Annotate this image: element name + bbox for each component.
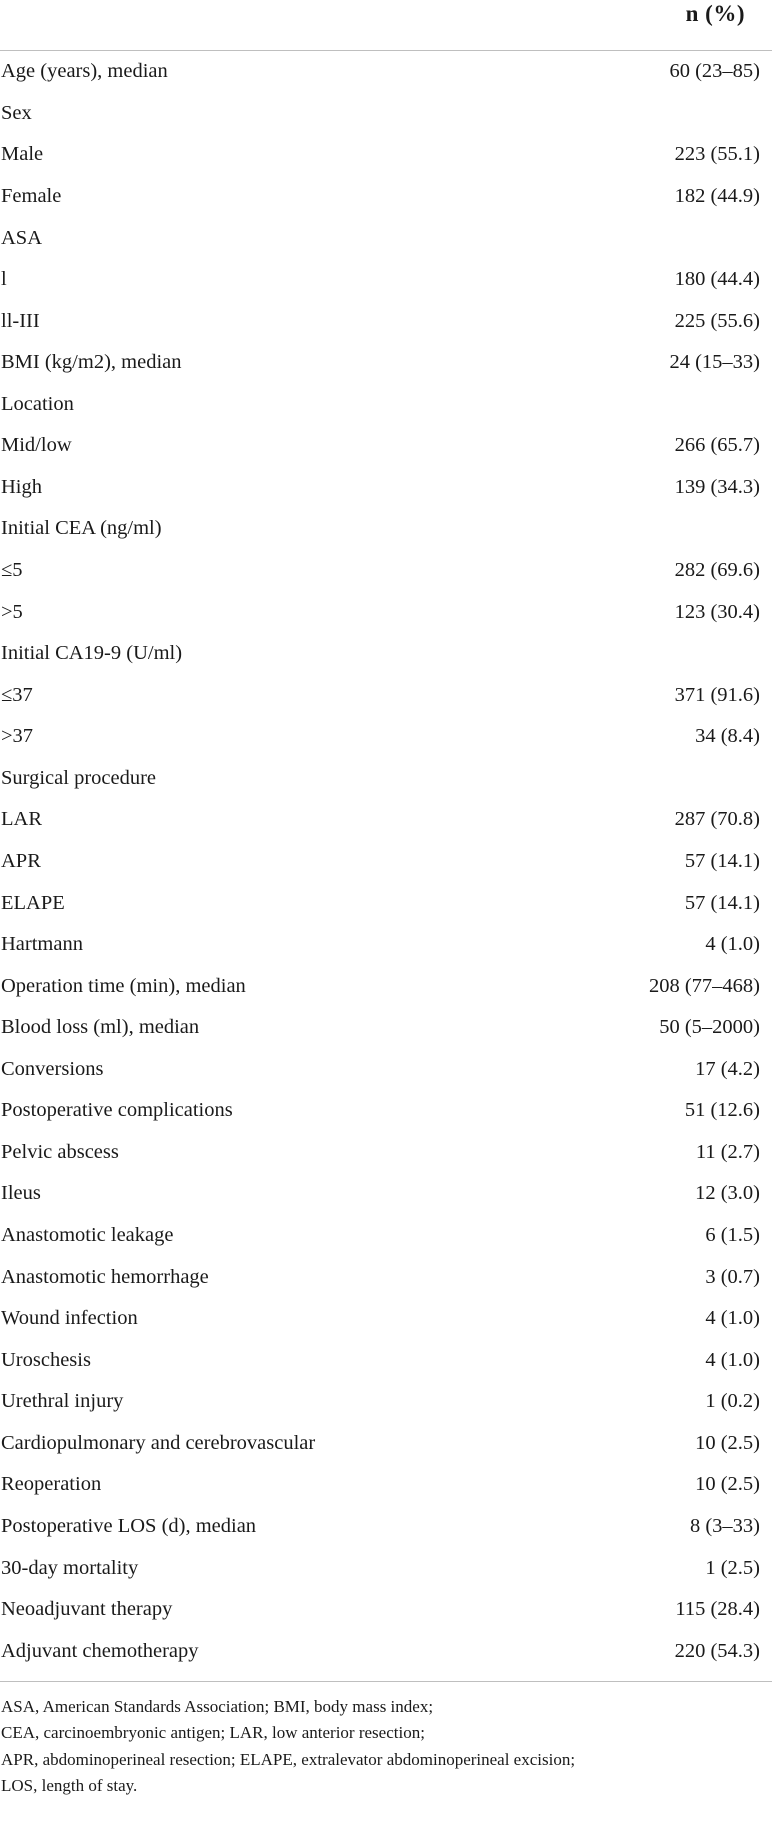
- row-value: 57 (14.1): [684, 891, 760, 914]
- table-body: [0, 51, 772, 1672]
- row-value: 4 (1.0): [705, 933, 760, 956]
- table-row: [0, 134, 772, 176]
- row-value: 208 (77–468): [648, 974, 760, 997]
- table-row: [0, 176, 772, 218]
- table-row: [0, 1256, 772, 1298]
- row-label: LAR: [1, 808, 42, 831]
- column-header-n-percent: n (%): [685, 1, 745, 26]
- table-row: [0, 1423, 772, 1465]
- row-label: BMI (kg/m2), median: [1, 351, 182, 374]
- table-row: [0, 882, 772, 924]
- row-label: Hartmann: [1, 933, 83, 956]
- table-header: [0, 0, 772, 51]
- row-label: >5: [1, 600, 23, 623]
- footnote-line: APR, abdominoperineal resection; ELAPE, extralevator abdominoperineal excision;: [1, 1749, 576, 1769]
- table-row: [0, 1173, 772, 1215]
- row-label: Adjuvant chemotherapy: [1, 1639, 199, 1662]
- row-label: Neoadjuvant therapy: [1, 1598, 173, 1621]
- table-row: [0, 1049, 772, 1091]
- footnote-line: CEA, carcinoembryonic antigen; LAR, low anterior resection;: [1, 1723, 425, 1743]
- row-value: 266 (65.7): [674, 434, 760, 457]
- row-value: 4 (1.0): [705, 1307, 760, 1330]
- row-value: 282 (69.6): [674, 559, 760, 582]
- row-label: Cardiopulmonary and cerebrovascular: [1, 1431, 316, 1454]
- row-value: 51 (12.6): [684, 1099, 760, 1122]
- table-row: [0, 259, 772, 301]
- row-value: 371 (91.6): [674, 683, 760, 706]
- table-row: [0, 342, 772, 384]
- table-row: [0, 716, 772, 758]
- table-row: [0, 1090, 772, 1132]
- row-value: 139 (34.3): [674, 475, 760, 498]
- row-label: Postoperative complications: [1, 1099, 233, 1122]
- table-row: [0, 965, 772, 1007]
- row-value: 34 (8.4): [695, 725, 760, 748]
- table-row: [0, 1298, 772, 1340]
- row-label: Sex: [1, 101, 32, 124]
- table-row: [0, 425, 772, 467]
- row-value: 6 (1.5): [705, 1224, 760, 1247]
- row-value: 11 (2.7): [695, 1140, 760, 1163]
- table-footnote: [0, 1682, 772, 1800]
- row-value: 3 (0.7): [705, 1265, 760, 1288]
- footnote-line: ASA, American Standards Association; BMI, body mass index;: [1, 1696, 434, 1716]
- table-row: [0, 924, 772, 966]
- row-label: ≤37: [1, 683, 33, 706]
- row-label: Initial CA19-9 (U/ml): [1, 642, 183, 665]
- table-row: [0, 841, 772, 883]
- row-label: ll-III: [1, 309, 40, 332]
- table-row: [0, 1589, 772, 1631]
- row-value: 24 (15–33): [669, 351, 760, 374]
- row-value: 57 (14.1): [684, 849, 760, 872]
- row-label: Anastomotic hemorrhage: [1, 1265, 209, 1288]
- table-row: [0, 674, 772, 716]
- row-label: Blood loss (ml), median: [1, 1016, 200, 1039]
- row-value: 123 (30.4): [674, 600, 760, 623]
- row-value: 8 (3–33): [689, 1514, 760, 1537]
- row-value: 50 (5–2000): [659, 1016, 760, 1039]
- table-row: [0, 799, 772, 841]
- table-row: [0, 384, 772, 426]
- row-value: 1 (2.5): [705, 1556, 760, 1579]
- row-value: 182 (44.9): [674, 184, 760, 207]
- row-label: Conversions: [1, 1057, 104, 1080]
- row-value: 10 (2.5): [695, 1473, 760, 1496]
- table-row: [0, 300, 772, 342]
- table-row: [0, 467, 772, 509]
- table-row: [0, 1630, 772, 1672]
- table-row: [0, 51, 772, 93]
- row-value: 223 (55.1): [674, 143, 760, 166]
- table-row: [0, 1506, 772, 1548]
- row-value: 17 (4.2): [695, 1057, 760, 1080]
- table-row: [0, 1007, 772, 1049]
- table-row: [0, 550, 772, 592]
- table-row: [0, 508, 772, 550]
- row-label: Female: [1, 184, 62, 207]
- row-value: 115 (28.4): [675, 1598, 760, 1621]
- table-row: [0, 1215, 772, 1257]
- row-value: 1 (0.2): [705, 1390, 760, 1413]
- row-label: ≤5: [1, 559, 23, 582]
- row-label: High: [1, 475, 42, 498]
- row-label: ASA: [1, 226, 43, 249]
- table-row: [0, 633, 772, 675]
- row-value: 225 (55.6): [674, 309, 760, 332]
- row-label: Reoperation: [1, 1473, 102, 1496]
- row-label: Surgical procedure: [1, 766, 157, 789]
- footnote-line: LOS, length of stay.: [1, 1776, 138, 1796]
- row-value: 12 (3.0): [695, 1182, 760, 1205]
- row-label: Location: [1, 392, 74, 415]
- row-label: l: [1, 268, 7, 291]
- row-label: Mid/low: [1, 434, 72, 457]
- row-value: 10 (2.5): [695, 1431, 760, 1454]
- row-label: Ileus: [1, 1182, 41, 1205]
- row-label: Operation time (min), median: [1, 974, 246, 997]
- table-row: [0, 217, 772, 259]
- row-label: Initial CEA (ng/ml): [1, 517, 162, 540]
- table-row: [0, 1339, 772, 1381]
- table-row: [0, 591, 772, 633]
- row-label: Wound infection: [1, 1307, 138, 1330]
- row-label: APR: [1, 849, 41, 872]
- row-value: 287 (70.8): [674, 808, 760, 831]
- row-label: 30-day mortality: [1, 1556, 139, 1579]
- row-label: Postoperative LOS (d), median: [1, 1514, 257, 1537]
- table-row: [0, 1381, 772, 1423]
- row-value: 60 (23–85): [669, 60, 760, 83]
- table-row: [0, 1464, 772, 1506]
- table-row: [0, 758, 772, 800]
- table-row: [0, 1132, 772, 1174]
- row-label: Male: [1, 143, 44, 166]
- row-label: Urethral injury: [1, 1390, 124, 1413]
- table-row: [0, 1547, 772, 1589]
- row-label: Pelvic abscess: [1, 1140, 119, 1163]
- row-label: Anastomotic leakage: [1, 1224, 174, 1247]
- row-value: 4 (1.0): [705, 1348, 760, 1371]
- row-value: 220 (54.3): [674, 1639, 760, 1662]
- row-label: >37: [1, 725, 34, 748]
- row-label: Uroschesis: [1, 1348, 91, 1371]
- row-label: ELAPE: [1, 891, 65, 914]
- row-value: 180 (44.4): [674, 268, 760, 291]
- row-label: Age (years), median: [1, 60, 168, 83]
- table-row: [0, 93, 772, 135]
